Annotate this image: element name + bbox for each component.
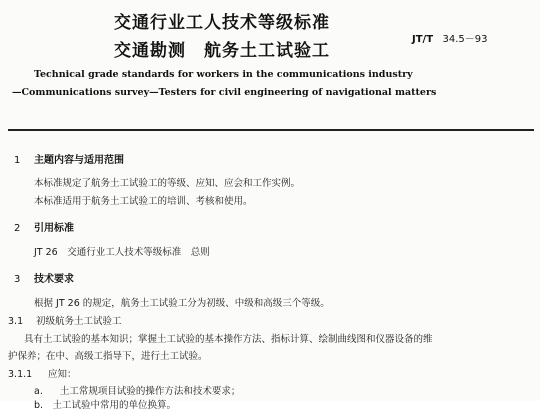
subsection-3-1-1-heading	[8, 366, 77, 380]
subsection-3-1-1-title: 应知：	[48, 369, 77, 380]
standard-number: 34.5－93	[442, 34, 488, 45]
list-item-b-text: b. 土工试验中常用的单位换算。	[34, 400, 177, 411]
title-line2: 交通勘测 航务土工试验工	[114, 41, 330, 61]
list-item-a-marker: a.	[34, 386, 43, 397]
standard-prefix: JT/T	[412, 34, 434, 45]
subsection-3-1-heading	[8, 313, 122, 327]
section-2-number: 2	[14, 223, 21, 234]
header-divider	[8, 129, 534, 131]
section-2-heading	[14, 219, 74, 234]
english-title-line2: —Communications survey—Testers for civil engineering of navigational matters	[12, 87, 437, 98]
section-1-title: 主题内容与适用范围	[34, 155, 124, 166]
section-1-number: 1	[14, 155, 21, 166]
section-3-heading	[14, 270, 74, 285]
title-line1: 交通行业工人技术等级标准	[114, 13, 330, 33]
list-item-a	[34, 383, 240, 397]
section-1-heading	[14, 151, 124, 166]
standard-code	[412, 30, 488, 45]
english-title-line1: Technical grade standards for workers in the communications industry	[34, 69, 413, 80]
list-item-b-partial	[34, 397, 254, 411]
section-3-number: 3	[14, 274, 21, 285]
section-2-title: 引用标准	[34, 223, 74, 234]
section-3-title: 技术要求	[34, 274, 74, 285]
subsection-3-1-number: 3.1	[8, 316, 24, 327]
list-item-a-text: 土工常规项目试验的操作方法和技术要求；	[59, 386, 241, 397]
section-2-reference: JT 26 交通行业工人技术等级标准 总则	[34, 247, 210, 258]
section-1-paragraph-1: 本标准规定了航务土工试验工的等级、应知、应会和工作实例。	[34, 178, 301, 189]
subsection-3-1-desc-line1: 具有土工试验的基本知识；掌握土工试验的基本操作方法、指标计算、绘制曲线图和仪器设备的维	[24, 334, 433, 345]
section-3-paragraph: 根据 JT 26 的规定，航务土工试验工分为初级、中级和高级三个等级。	[34, 298, 330, 309]
subsection-3-1-desc-line2: 护保养；在中、高级工指导下，进行土工试验。	[8, 351, 208, 362]
subsection-3-1-1-number: 3.1.1	[8, 369, 33, 380]
subsection-3-1-title: 初级航务土工试验工	[36, 316, 122, 327]
section-1-paragraph-2: 本标准适用于航务土工试验工的培训、考核和使用。	[34, 196, 253, 207]
